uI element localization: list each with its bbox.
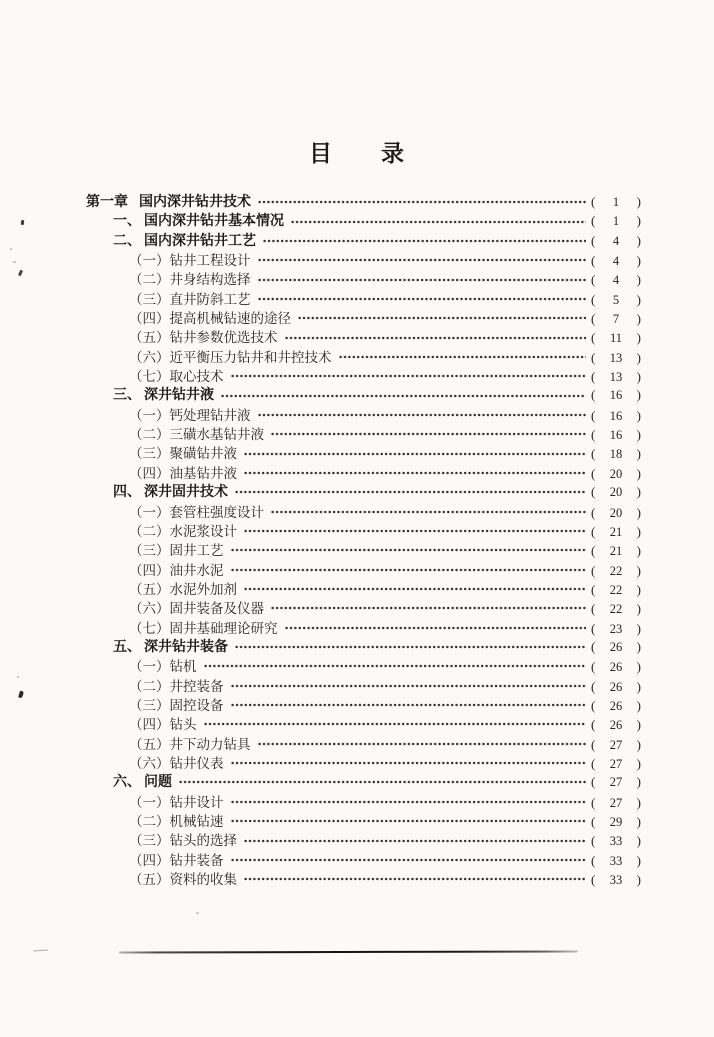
paren-close-icon: ): [636, 407, 641, 423]
toc-entry-page: [591, 814, 641, 830]
toc-entry: [84, 520, 641, 539]
paren-close-icon: ): [636, 253, 641, 269]
toc-entry-label: （一）: [129, 794, 170, 810]
toc-entry-page-number: 23: [609, 621, 623, 636]
toc-entry-page: [591, 756, 641, 772]
toc-entry-title: 钻井装备: [169, 852, 224, 868]
toc-entry-label: （四）: [129, 562, 170, 578]
toc-entry-label: （三）: [129, 697, 170, 713]
toc-entry-page-number: 21: [609, 524, 623, 539]
toc-entry-page: [591, 350, 641, 366]
paren-close-icon: ): [636, 291, 641, 307]
toc-entry-title: 取心技术: [169, 369, 224, 385]
dot-leader: [221, 388, 586, 401]
toc-entry: [84, 617, 641, 636]
toc-entry: [84, 675, 641, 694]
toc-entry-page-number: 20: [609, 485, 623, 500]
dot-leader: [231, 542, 587, 555]
toc-entry-label: （四）: [129, 717, 170, 733]
toc-entry-label: （六）: [129, 349, 170, 365]
paren-open-icon: (: [591, 387, 596, 403]
paren-open-icon: (: [591, 504, 596, 520]
toc-entry-title: 钻井参数优选技术: [169, 330, 278, 346]
toc-entry-title: 套管柱强度设计: [169, 504, 264, 520]
paren-open-icon: (: [591, 484, 596, 500]
paren-open-icon: (: [591, 717, 596, 733]
paren-open-icon: (: [591, 330, 596, 346]
toc-entry-page: [591, 253, 641, 269]
paren-close-icon: ): [636, 465, 641, 481]
dot-leader: [285, 330, 587, 343]
toc-entry-page: [591, 505, 641, 521]
paren-open-icon: (: [591, 755, 596, 771]
paren-close-icon: ): [636, 523, 641, 539]
toc-entry-label: （二）: [129, 678, 170, 694]
toc-entry-label: 四、: [113, 485, 141, 501]
dot-leader: [258, 252, 587, 265]
paren-open-icon: (: [591, 814, 596, 829]
toc-entry-page-number: 7: [612, 312, 620, 327]
paren-open-icon: (: [591, 659, 596, 675]
toc-entry-page-number: 27: [609, 737, 623, 752]
toc-entry-page-number: 20: [609, 505, 623, 520]
toc-entry-label: （二）: [129, 272, 170, 288]
toc-entry-page-number: 4: [612, 273, 620, 288]
toc-entry-page-number: 1: [612, 214, 620, 229]
toc-entry-title: 井控装备: [169, 678, 224, 694]
toc-entry-label: （一）: [129, 407, 170, 423]
dot-leader: [258, 291, 587, 304]
toc-entry-title: 固控设备: [169, 697, 224, 713]
toc-entry-label: （三）: [129, 833, 170, 849]
toc-entry-title: 资料的收集: [169, 872, 237, 888]
paren-open-icon: (: [591, 465, 596, 481]
paren-open-icon: (: [591, 736, 596, 752]
toc-entry-title: 钻井仪表: [169, 755, 224, 771]
toc-entry: [84, 462, 641, 481]
toc-entry-label: 五、: [113, 639, 141, 655]
scan-line-artifact: [119, 951, 578, 954]
toc-entry-title: 固井基础理论研究: [169, 620, 278, 636]
paren-close-icon: ): [636, 774, 641, 790]
toc-entry-title: 提高机械钻速的途径: [169, 311, 291, 327]
toc-entry-title: 聚磺钻井液: [169, 446, 237, 462]
toc-entry: [84, 365, 641, 384]
paren-close-icon: ): [636, 833, 641, 849]
toc-entry-label: 六、: [113, 775, 141, 791]
toc-list: [84, 191, 641, 887]
toc-entry-page-number: 22: [609, 563, 623, 578]
scan-speck: [10, 248, 12, 250]
toc-entry-title: 油井水泥: [169, 562, 224, 578]
toc-entry-label: （六）: [129, 601, 170, 617]
toc-entry-label: （一）: [129, 253, 170, 269]
toc-entry-label: （三）: [129, 543, 170, 559]
paren-close-icon: ): [636, 697, 641, 713]
toc-entry-page-number: 33: [609, 834, 623, 849]
paren-close-icon: ): [636, 852, 641, 868]
toc-entry-page-number: 4: [612, 233, 620, 248]
paren-close-icon: ): [636, 369, 641, 385]
dot-leader: [291, 214, 586, 227]
toc-entry: [84, 810, 641, 829]
scan-speck: [18, 691, 24, 699]
toc-entry-page: [591, 582, 641, 598]
toc-entry-title: 直井防斜工艺: [169, 291, 251, 307]
toc-entry-page-number: 26: [609, 639, 623, 654]
dot-leader: [204, 716, 587, 729]
toc-entry-label: （三）: [129, 291, 170, 307]
toc-entry-page: [591, 563, 641, 579]
toc-entry-title: 机械钻速: [169, 814, 224, 829]
paren-close-icon: ): [636, 213, 641, 229]
toc-entry-title: 国内深井钻井工艺: [144, 233, 256, 249]
toc-entry-label: 第一章: [86, 195, 128, 210]
paren-close-icon: ): [636, 814, 641, 829]
toc-entry-title: 井下动力钻具: [169, 736, 251, 752]
paren-open-icon: (: [591, 523, 596, 539]
paren-close-icon: ): [636, 794, 641, 810]
toc-entry-page-number: 33: [609, 873, 623, 888]
toc-entry: [84, 578, 641, 597]
dot-leader: [339, 349, 587, 362]
toc-entry-page-number: 22: [609, 582, 623, 597]
toc-entry-page-number: 22: [609, 602, 623, 617]
toc-entry-page: [591, 446, 641, 462]
toc-entry: [84, 733, 641, 752]
paren-open-icon: (: [591, 678, 596, 694]
toc-entry-page-number: 27: [609, 756, 623, 771]
paren-close-icon: ): [636, 446, 641, 462]
paren-open-icon: (: [591, 232, 596, 248]
toc-entry-page: [591, 774, 641, 790]
toc-entry-page-number: 20: [609, 466, 623, 481]
paren-open-icon: (: [591, 620, 596, 636]
toc-entry-label: （二）: [129, 427, 170, 443]
paren-open-icon: (: [591, 407, 596, 423]
toc-entry-page: [591, 194, 641, 210]
toc-entry-page-number: 1: [612, 195, 620, 209]
paren-open-icon: (: [591, 427, 596, 443]
dot-leader: [258, 736, 587, 749]
paren-close-icon: ): [636, 330, 641, 346]
paren-open-icon: (: [591, 291, 596, 307]
toc-entry-page: [591, 311, 641, 327]
toc-entry-page: [591, 213, 641, 229]
toc-entry-page-number: 27: [609, 795, 623, 810]
toc-entry: [84, 307, 641, 326]
toc-entry: [84, 597, 641, 616]
toc-entry-label: （五）: [129, 581, 170, 597]
toc-entry-page: [591, 369, 641, 385]
toc-entry-title: 钻井工程设计: [169, 253, 251, 269]
toc-entry-page-number: 29: [609, 815, 623, 829]
toc-entry-page-number: 26: [609, 660, 623, 675]
toc-entry: [84, 423, 641, 442]
toc-entry-title: 国内深井钻井技术: [139, 195, 251, 210]
paren-open-icon: (: [591, 794, 596, 810]
toc-entry-page: [591, 292, 641, 308]
toc-entry-title: 钻头: [169, 717, 197, 733]
toc-entry-label: 一、: [113, 214, 141, 230]
dot-leader: [285, 620, 587, 633]
paren-close-icon: ): [636, 717, 641, 733]
toc-entry-label: （四）: [129, 852, 170, 868]
dot-leader: [258, 407, 587, 420]
toc-entry-page: [591, 833, 641, 849]
toc-entry-page-number: 5: [612, 292, 620, 307]
dot-leader: [244, 833, 586, 846]
toc-entry: [84, 636, 641, 655]
toc-entry-label: （一）: [129, 659, 170, 675]
toc-entry-page-number: 26: [609, 698, 623, 713]
dot-leader: [244, 446, 586, 459]
toc-entry: [84, 442, 641, 461]
paren-open-icon: (: [591, 833, 596, 849]
toc-entry-page: [591, 408, 641, 424]
dot-leader: [271, 600, 586, 613]
dot-leader: [263, 233, 586, 246]
toc-entry-title: 水泥外加剂: [169, 581, 237, 597]
dot-leader: [231, 755, 587, 768]
toc-entry-page: [591, 601, 641, 617]
toc-entry-label: （五）: [129, 736, 170, 752]
toc-entry-title: 井身结构选择: [169, 272, 251, 288]
toc-entry-page-number: 16: [609, 388, 623, 403]
toc-entry: [84, 655, 641, 674]
paren-open-icon: (: [591, 581, 596, 597]
dot-leader: [258, 272, 587, 285]
paren-close-icon: ): [636, 427, 641, 443]
toc-entry-page: [591, 543, 641, 559]
toc-entry-page: [591, 679, 641, 695]
toc-entry-page-number: 27: [609, 775, 623, 790]
paren-close-icon: ): [636, 581, 641, 597]
toc-entry: [84, 559, 641, 578]
toc-entry-page-number: 16: [609, 408, 623, 423]
page-title: 目 录: [309, 141, 405, 166]
toc-entry-label: （四）: [129, 465, 170, 481]
toc-entry-page: [591, 621, 641, 637]
toc-entry-page: [591, 737, 641, 753]
paren-open-icon: (: [591, 774, 596, 790]
paren-close-icon: ): [636, 638, 641, 654]
toc-entry-page-number: 26: [609, 679, 623, 694]
toc-entry: [84, 694, 641, 713]
paren-close-icon: ): [636, 562, 641, 578]
toc-entry: [84, 539, 641, 558]
paren-open-icon: (: [591, 601, 596, 617]
toc-entry-page-number: 13: [609, 370, 623, 385]
paren-close-icon: ): [636, 232, 641, 248]
paren-close-icon: ): [636, 504, 641, 520]
toc-entry-page-number: 18: [609, 447, 623, 462]
toc-entry: [84, 868, 641, 887]
toc-entry-page: [591, 659, 641, 675]
paren-close-icon: ): [636, 678, 641, 694]
toc-entry-title: 深井钻井装备: [144, 639, 228, 655]
dot-leader: [204, 658, 587, 671]
dot-leader: [244, 465, 586, 478]
paren-close-icon: ): [636, 543, 641, 559]
toc-entry-label: （二）: [129, 814, 170, 829]
toc-entry-page: [591, 233, 641, 249]
toc-entry-page: [591, 387, 641, 403]
toc-entry-title: 油基钻井液: [169, 465, 237, 481]
toc-entry: [84, 288, 641, 307]
toc-entry-title: 钙处理钻井液: [169, 407, 251, 423]
scan-speck: [21, 220, 25, 225]
paren-close-icon: ): [636, 387, 641, 403]
toc-entry-page-number: 4: [612, 254, 620, 269]
paren-open-icon: (: [591, 213, 596, 229]
toc-entry: [84, 268, 641, 287]
toc-entry: [84, 481, 641, 500]
dot-leader: [235, 484, 586, 497]
toc-entry: [84, 829, 641, 848]
dot-leader: [271, 426, 586, 439]
toc-entry-title: 问题: [144, 775, 172, 791]
toc-entry-page: [591, 427, 641, 443]
paren-close-icon: ): [636, 872, 641, 888]
dot-leader: [231, 562, 587, 575]
toc-entry-page-number: 16: [609, 428, 623, 443]
toc-entry-title: 水泥浆设计: [169, 523, 237, 539]
toc-entry-page-number: 11: [609, 331, 623, 346]
paren-open-icon: (: [591, 369, 596, 385]
paren-close-icon: ): [636, 755, 641, 771]
toc-entry: [84, 404, 641, 423]
paren-open-icon: (: [591, 311, 596, 327]
toc-entry: [84, 501, 641, 520]
paren-close-icon: ): [636, 736, 641, 752]
toc-entry-label: （三）: [129, 446, 170, 462]
paren-open-icon: (: [591, 194, 596, 209]
toc-entry-title: 固井工艺: [169, 543, 224, 559]
dot-leader: [298, 310, 586, 323]
paren-open-icon: (: [591, 562, 596, 578]
dot-leader: [231, 813, 587, 826]
scan-speck: [13, 261, 16, 263]
scan-line-artifact: [33, 949, 48, 951]
paren-close-icon: ): [636, 620, 641, 636]
scan-speck: [196, 912, 199, 914]
toc-entry-label: 三、: [113, 388, 141, 404]
toc-entry: [84, 771, 641, 790]
toc-entry-page: [591, 698, 641, 714]
dot-leader: [231, 678, 587, 691]
toc-entry-label: （一）: [129, 504, 170, 520]
toc-entry-label: （四）: [129, 311, 170, 327]
toc-entry-label: 二、: [113, 233, 141, 249]
paren-open-icon: (: [591, 852, 596, 868]
toc-entry: [84, 210, 641, 229]
toc-entry-page-number: 26: [609, 718, 623, 733]
toc-entry-label: （二）: [129, 523, 170, 539]
toc-entry-page-number: 21: [609, 544, 623, 559]
toc-entry: [84, 752, 641, 771]
toc-entry-page-number: 13: [609, 350, 623, 365]
toc-entry: [84, 346, 641, 365]
toc-entry-title: 钻机: [169, 659, 197, 675]
toc-entry-page: [591, 872, 641, 888]
toc-entry-title: 固井装备及仪器: [169, 601, 264, 617]
paren-open-icon: (: [591, 272, 596, 288]
paren-close-icon: ): [636, 349, 641, 365]
toc-entry: [84, 791, 641, 810]
scan-speck: [17, 676, 19, 678]
paren-open-icon: (: [591, 638, 596, 654]
toc-entry-page: [591, 484, 641, 500]
paren-close-icon: ): [636, 194, 641, 209]
toc-entry-page: [591, 717, 641, 733]
dot-leader: [271, 504, 586, 517]
toc-entry: [84, 191, 641, 210]
paren-open-icon: (: [591, 872, 596, 888]
dot-leader: [179, 774, 586, 787]
paren-close-icon: ): [636, 601, 641, 617]
dot-leader: [258, 194, 586, 207]
dot-leader: [235, 639, 586, 652]
toc-entry-title: 深井固井技术: [144, 485, 228, 501]
toc-entry-page: [591, 272, 641, 288]
toc-entry-page-number: 33: [609, 853, 623, 868]
toc-entry-label: （七）: [129, 620, 170, 636]
toc-entry-title: 深井钻井液: [144, 388, 214, 404]
toc-entry: [84, 384, 641, 403]
toc-entry-label: （七）: [129, 369, 170, 385]
toc-entry-title: 三磺水基钻井液: [169, 427, 264, 443]
dot-leader: [244, 581, 586, 594]
paren-close-icon: ): [636, 311, 641, 327]
dot-leader: [244, 523, 586, 536]
paren-close-icon: ): [636, 659, 641, 675]
toc-entry-page: [591, 853, 641, 869]
dot-leader: [231, 697, 587, 710]
toc-entry: [84, 326, 641, 345]
scan-speck: [18, 270, 23, 277]
toc-entry: [84, 713, 641, 732]
toc-entry-page: [591, 330, 641, 346]
toc-entry-label: （五）: [129, 872, 170, 888]
toc-entry-title: 国内深井钻井基本情况: [144, 214, 284, 230]
paren-open-icon: (: [591, 446, 596, 462]
paren-open-icon: (: [591, 543, 596, 559]
paren-close-icon: ): [636, 272, 641, 288]
toc-entry-page: [591, 639, 641, 655]
dot-leader: [244, 871, 586, 884]
toc-entry-label: （六）: [129, 755, 170, 771]
toc-entry-page: [591, 795, 641, 811]
dot-leader: [231, 368, 587, 381]
paren-open-icon: (: [591, 253, 596, 269]
toc-entry: [84, 230, 641, 249]
toc-entry-page: [591, 524, 641, 540]
toc-entry: [84, 849, 641, 868]
toc-entry-title: 钻头的选择: [169, 833, 237, 849]
toc-entry: [84, 249, 641, 268]
toc-entry-title: 近平衡压力钻井和井控技术: [169, 349, 332, 365]
paren-open-icon: (: [591, 697, 596, 713]
toc-entry-title: 钻井设计: [169, 794, 224, 810]
toc-entry-page: [591, 466, 641, 482]
dot-leader: [231, 794, 587, 807]
dot-leader: [231, 852, 587, 865]
toc-entry-label: （五）: [129, 330, 170, 346]
paren-close-icon: ): [636, 484, 641, 500]
paren-open-icon: (: [591, 349, 596, 365]
